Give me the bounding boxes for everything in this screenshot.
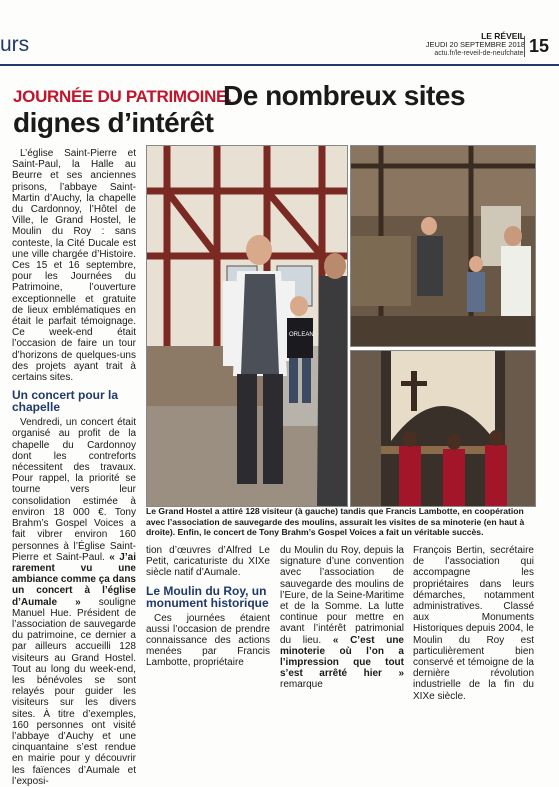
photo-moulin-du-roy xyxy=(350,145,536,347)
convention-text: du Moulin du Roy, depuis la signature d’une convention avec l’association de sauvegarde des moulins de l’Eure, de la Seine-Maritime et de la Somme. La lutte continue pour mettre en avant l’intérêt patrimonial du lieu. xyxy=(280,545,404,646)
photo-caption: Le Grand Hostel a attiré 128 visiteur (à gauche) tandis que Francis Lambotte, en coopération avec l’association de sauvegarde des moulins, assurait les visites de sa minoterie (en haut à droite). Enfin, le concert de Tony Brahm’s Gospel Voices a fait un véritable succès. xyxy=(146,506,525,537)
issue-date: JEUDI 20 SEPTEMBRE 2018 xyxy=(425,40,525,49)
exhibition-text: tion d’œuvres d’Alfred Le Petit, caricaturiste du XIXe siècle natif d’Aumale. xyxy=(146,545,270,579)
article-column-4 xyxy=(413,545,534,702)
remarque-text: remarque xyxy=(280,679,323,691)
moulin-paragraph-continued xyxy=(280,545,404,691)
subheading-concert: Un concert pour la chapelle xyxy=(12,388,119,415)
photo-gospel-concert xyxy=(350,350,536,507)
header-rule xyxy=(0,64,559,66)
mill-interior-illustration xyxy=(351,146,535,346)
newspaper-url: actu.fr/le-reveil-de-neufchatel xyxy=(434,50,525,57)
grand-hostel-illustration xyxy=(147,146,347,506)
concert-text-continued: souligne Manuel Hue. Président de l’association de sauvegarde du patrimoine, ce dernier a par ailleurs accueilli 128 visiteurs au Grand Hostel. Tout au long du week-end, les bénévoles se sont relayés pour guider les visiteurs sur les divers sites. À titre d’exemples, 160 personnes ont visité l’abbaye d’Auchy et une cinquantaine s’est rendue en mairie pour y découvrir les faïences d’Aumale et l’exposi- xyxy=(12,596,136,787)
concert-text: Vendredi, un concert était organisé au profit de la chapelle du Cardonnoy dont les contreforts nécessitent des travaux. Pour rappel, la priorité se tourne vers leur consolidation estimée à environ 18 000 €. Tony Brahm’s Gospel Voices a fait vibrer environ 160 personnes à l’Église Saint-Pierre et Saint-Paul. xyxy=(12,417,136,563)
quote-minoterie: « C’est une minoterie où l’on a l’impression que tout s’est arrêté hier » xyxy=(280,634,404,680)
section-name: urs xyxy=(0,33,30,56)
article-column-3 xyxy=(280,545,404,691)
intro-paragraph: L’église Saint-Pierre et Saint-Paul, la Halle au Beurre et ses anciennes prisons, l’abbaye Saint-Martin d’Auchy, la chapelle du Cardonnoy, l’Hôtel de Ville, le Grand Hostel, le Moulin du Roy : sans conteste, la Cité Ducale est une ville chargée d’Histoire. Ces 15 et 16 septembre, pour les Journées du Patrimoine, l’ouverture exceptionnelle et gratuite de lieux emblématiques en était le parfait témoignage. Ce week-end était l’occasion de faire un tour d’horizons de quelques-uns des projets ayant trait à certains sites. xyxy=(12,148,136,384)
article-kicker: JOURNÉE DU PATRIMOINE. xyxy=(13,87,232,106)
quote-concert: « J’ai rarement vu une ambiance comme ça dans un concert à l’église d’Aumale » xyxy=(12,551,136,608)
article-title-line-2: dignes d’intérêt xyxy=(13,107,214,138)
article-column-2 xyxy=(146,545,270,669)
article-column-1 xyxy=(12,148,136,787)
newspaper-name: LE RÉVEIL xyxy=(481,31,525,41)
photo-grand-hostel xyxy=(146,145,348,507)
article-title-line-1: De nombreux sites xyxy=(223,80,466,111)
bertin-paragraph: François Bertin, secrétaire de l’association qui accompagne les propriétaires dans leurs démarches, notamment administratives. Classé aux Monuments Historiques depuis 2004, le Moulin du Roy est particulièrement bien conservé et témoigne de la dernière révolution industrielle de la fin du XIXe siècle. xyxy=(413,545,534,702)
concert-illustration xyxy=(351,351,535,506)
moulin-paragraph: Ces journées étaient aussi l’occasion de prendre connaissance des actions menées par Francis Lambotte, propriétaire xyxy=(146,612,270,669)
concert-paragraph xyxy=(12,417,136,787)
shirt-text: ORLEAN xyxy=(289,332,314,338)
subheading-moulin: Le Moulin du Roy, un monument historique xyxy=(146,583,269,611)
page-number: 15 xyxy=(524,36,559,57)
